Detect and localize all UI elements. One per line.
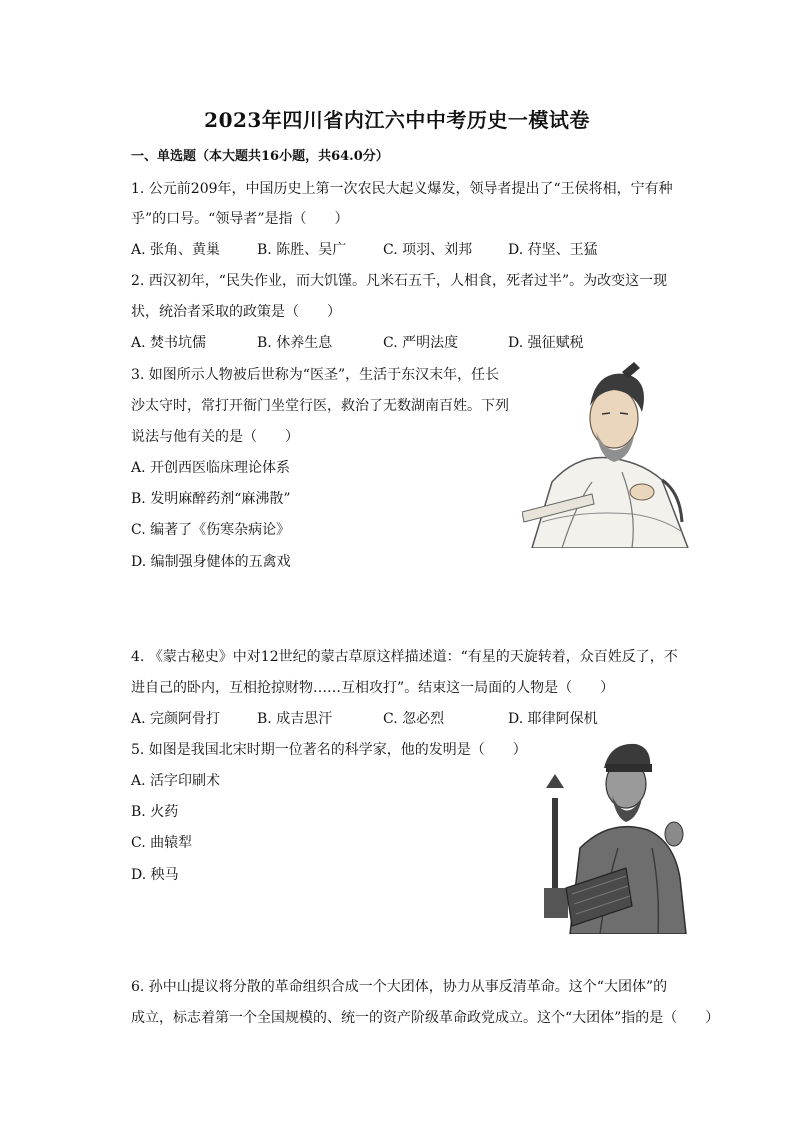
question-2-line-1: 2. 西汉初年，“民失作业，而大饥馑。凡米石五千，人相食，死者过半”。为改变这一现 [131, 273, 668, 289]
question-3-option-d[interactable]: D. 编制强身健体的五禽戏 [131, 554, 291, 570]
question-3-line-1: 3. 如图所示人物被后世称为“医圣”，生活于东汉末年，任长 [131, 367, 500, 383]
page-title: 2023年四川省内江六中中考历史一模试卷 [204, 108, 590, 132]
question-6-line-1: 6. 孙中山提议将分散的革命组织合成一个大团体，协力从事反清革命。这个“大团体”的 [131, 979, 668, 995]
section-heading: 一、单选题（本大题共16小题，共64.0分） [131, 149, 389, 164]
question-2-option-a[interactable]: A. 焚书坑儒 [131, 335, 207, 351]
question-4-line-1: 4. 《蒙古秘史》中对12世纪的蒙古草原这样描述道：“有星的天旋转着，众百姓反了，不 [131, 649, 678, 665]
question-4-line-2: 进自己的卧内，互相抢掠财物……互相攻打”。结束这一局面的人物是（ ） [131, 680, 615, 696]
question-5-option-b[interactable]: B. 火药 [131, 804, 179, 820]
question-5-line-1: 5. 如图是我国北宋时期一位著名的科学家，他的发明是（ ） [131, 742, 527, 758]
question-3-option-b[interactable]: B. 发明麻醉药剂“麻沸散” [131, 491, 291, 507]
question-6-line-2: 成立，标志着第一个全国规模的、统一的资产阶级革命政党成立。这个“大团体”指的是（ ） [131, 1010, 720, 1026]
portrait-illustration-q3 [522, 362, 690, 548]
question-4-option-a[interactable]: A. 完颜阿骨打 [131, 711, 221, 727]
question-1-line-2: 乎”的口号。“领导者”是指（ ） [131, 211, 349, 227]
question-4-option-b[interactable]: B. 成吉思汗 [257, 711, 333, 727]
question-5-option-c[interactable]: C. 曲辕犁 [131, 835, 193, 851]
statue-illustration-q5 [540, 738, 690, 934]
question-1-line-1: 1. 公元前209年，中国历史上第一次农民大起义爆发，领导者提出了“王侯将相，宁有种 [131, 181, 673, 197]
question-2-option-c[interactable]: C. 严明法度 [383, 335, 459, 351]
question-5-option-d[interactable]: D. 秧马 [131, 867, 179, 883]
question-4-option-d[interactable]: D. 耶律阿保机 [508, 711, 598, 727]
question-3-line-3: 说法与他有关的是（ ） [131, 429, 299, 445]
question-1-option-a[interactable]: A. 张角、黄巢 [131, 242, 221, 258]
question-3-line-2: 沙太守时，常打开衙门坐堂行医，救治了无数湖南百姓。下列 [131, 398, 509, 414]
question-2-option-b[interactable]: B. 休养生息 [257, 335, 333, 351]
question-2-line-2: 状，统治者采取的政策是（ ） [131, 304, 341, 320]
scholar-portrait-icon [522, 362, 690, 548]
question-3-option-a[interactable]: A. 开创西医临床理论体系 [131, 460, 291, 476]
question-4-option-c[interactable]: C. 忽必烈 [383, 711, 445, 727]
question-2-option-d[interactable]: D. 强征赋税 [508, 335, 584, 351]
question-5-option-a[interactable]: A. 活字印刷术 [131, 773, 221, 789]
scientist-statue-icon [540, 738, 690, 934]
question-1-option-d[interactable]: D. 苻坚、王猛 [508, 242, 598, 258]
question-3-option-c[interactable]: C. 编著了《伤寒杂病论》 [131, 522, 291, 538]
question-1-option-c[interactable]: C. 项羽、刘邦 [383, 242, 473, 258]
question-1-option-b[interactable]: B. 陈胜、吴广 [257, 242, 347, 258]
